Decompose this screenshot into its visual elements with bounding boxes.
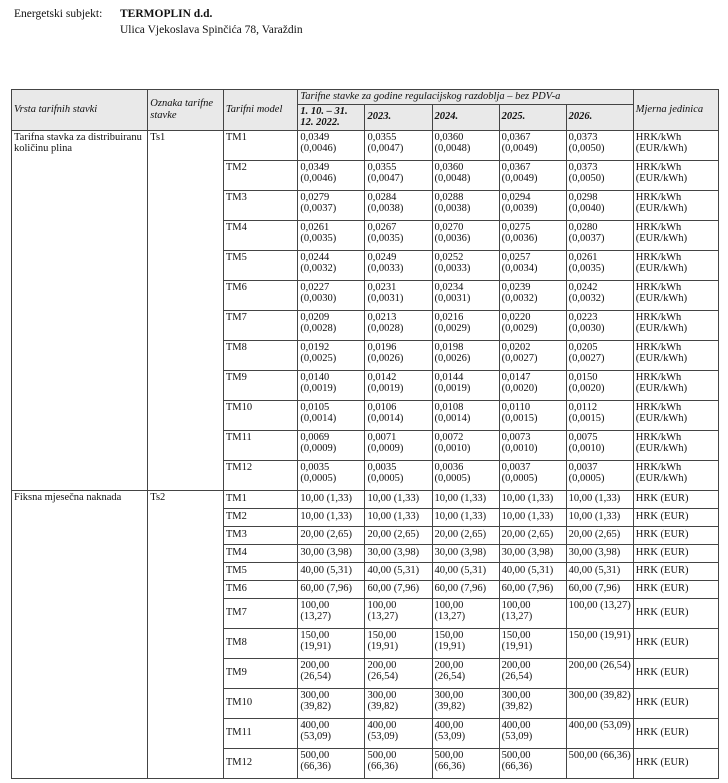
rate-value-cell: 400,00 (53,09) (566, 718, 633, 748)
rate-value-cell: 100,00 (13,27) (566, 598, 633, 628)
tariff-model-cell: TM4 (223, 544, 298, 562)
energy-subject-label: Energetski subjekt: (14, 8, 103, 20)
rate-value-cell: 300,00 (39,82) (298, 688, 365, 718)
rate-value-cell: 10,00 (1,33) (298, 508, 365, 526)
rate-value-cell: 40,00 (5,31) (432, 562, 499, 580)
rate-value-cell: 150,00 (19,91) (298, 628, 365, 658)
rate-value-cell: 0,0140 (0,0019) (298, 370, 365, 400)
unit-cell: HRK (EUR) (633, 508, 718, 526)
rate-value-cell: 0,0205 (0,0027) (566, 340, 633, 370)
rate-value-cell: 300,00 (39,82) (432, 688, 499, 718)
tariff-model-cell: TM9 (223, 370, 298, 400)
rate-value-cell: 200,00 (26,54) (298, 658, 365, 688)
tariff-model-cell: TM11 (223, 430, 298, 460)
rate-value-cell: 60,00 (7,96) (298, 580, 365, 598)
rate-value-cell: 0,0105 (0,0014) (298, 400, 365, 430)
rate-value-cell: 300,00 (39,82) (365, 688, 432, 718)
rate-value-cell: 0,0355 (0,0047) (365, 160, 432, 190)
rate-value-cell: 100,00 (13,27) (365, 598, 432, 628)
unit-cell: HRK (EUR) (633, 688, 718, 718)
document-header (14, 6, 303, 38)
unit-cell: HRK (EUR) (633, 718, 718, 748)
rate-value-cell: 10,00 (1,33) (298, 490, 365, 508)
rate-value-cell: 0,0244 (0,0032) (298, 250, 365, 280)
unit-cell: HRK (EUR) (633, 580, 718, 598)
rate-value-cell: 0,0202 (0,0027) (499, 340, 566, 370)
unit-cell: HRK (EUR) (633, 490, 718, 508)
rate-value-cell: 0,0373 (0,0050) (566, 160, 633, 190)
rate-value-cell: 150,00 (19,91) (432, 628, 499, 658)
rate-value-cell: 0,0110 (0,0015) (499, 400, 566, 430)
unit-cell: HRK (EUR) (633, 748, 718, 778)
unit-cell: HRK (EUR) (633, 658, 718, 688)
rate-value-cell: 500,00 (66,36) (566, 748, 633, 778)
rate-value-cell: 150,00 (19,91) (566, 628, 633, 658)
tariff-model-cell: TM9 (223, 658, 298, 688)
unit-cell: HRK (EUR) (633, 526, 718, 544)
header-period-group: Tarifne stavke za godine regulacijskog razdoblja – bez PDV-a (298, 90, 633, 105)
rate-value-cell: 40,00 (5,31) (365, 562, 432, 580)
header-unit: Mjerna jedinica (633, 90, 718, 131)
rate-value-cell: 0,0216 (0,0029) (432, 310, 499, 340)
tariff-model-cell: TM10 (223, 400, 298, 430)
table-row (12, 130, 719, 160)
header-tariff-code: Oznaka tarifne stavke (148, 90, 224, 131)
header-tariff-model: Tarifni model (223, 90, 298, 131)
rate-value-cell: 60,00 (7,96) (499, 580, 566, 598)
unit-cell: HRK/kWh (EUR/kWh) (633, 310, 718, 340)
rate-value-cell: 60,00 (7,96) (365, 580, 432, 598)
header-year: 2023. (365, 104, 432, 130)
tariff-model-cell: TM2 (223, 508, 298, 526)
rate-value-cell: 400,00 (53,09) (499, 718, 566, 748)
unit-cell: HRK/kWh (EUR/kWh) (633, 130, 718, 160)
unit-cell: HRK/kWh (EUR/kWh) (633, 160, 718, 190)
rate-value-cell: 0,0294 (0,0039) (499, 190, 566, 220)
rate-value-cell: 0,0288 (0,0038) (432, 190, 499, 220)
rate-value-cell: 20,00 (2,65) (298, 526, 365, 544)
tariff-model-cell: TM12 (223, 460, 298, 490)
rate-value-cell: 20,00 (2,65) (432, 526, 499, 544)
unit-cell: HRK (EUR) (633, 598, 718, 628)
tariff-code-cell: Ts2 (148, 490, 224, 778)
rate-value-cell: 0,0373 (0,0050) (566, 130, 633, 160)
rate-value-cell: 0,0037 (0,0005) (566, 460, 633, 490)
rate-value-cell: 0,0073 (0,0010) (499, 430, 566, 460)
rate-value-cell: 0,0037 (0,0005) (499, 460, 566, 490)
rate-value-cell: 0,0349 (0,0046) (298, 130, 365, 160)
company-name: TERMOPLIN d.d. (120, 8, 213, 20)
rate-value-cell: 0,0261 (0,0035) (298, 220, 365, 250)
tariff-model-cell: TM7 (223, 310, 298, 340)
rate-value-cell: 0,0035 (0,0005) (298, 460, 365, 490)
rate-value-cell: 500,00 (66,36) (365, 748, 432, 778)
rate-value-cell: 0,0150 (0,0020) (566, 370, 633, 400)
rate-value-cell: 10,00 (1,33) (499, 490, 566, 508)
header-year: 2026. (566, 104, 633, 130)
tariff-type-cell: Tarifna stavka za distribuiranu količinu plina (12, 130, 148, 490)
rate-value-cell: 10,00 (1,33) (365, 490, 432, 508)
rate-value-cell: 0,0279 (0,0037) (298, 190, 365, 220)
header-year: 2025. (499, 104, 566, 130)
rate-value-cell: 0,0261 (0,0035) (566, 250, 633, 280)
tariff-table-body (12, 130, 719, 778)
rate-value-cell: 0,0144 (0,0019) (432, 370, 499, 400)
rate-value-cell: 0,0035 (0,0005) (365, 460, 432, 490)
tariff-table (11, 89, 719, 779)
rate-value-cell: 0,0355 (0,0047) (365, 130, 432, 160)
rate-value-cell: 10,00 (1,33) (432, 508, 499, 526)
tariff-code-cell: Ts1 (148, 130, 224, 490)
rate-value-cell: 0,0234 (0,0031) (432, 280, 499, 310)
rate-value-cell: 40,00 (5,31) (499, 562, 566, 580)
unit-cell: HRK (EUR) (633, 562, 718, 580)
header-year: 1. 10. – 31. 12. 2022. (298, 104, 365, 130)
company-address: Ulica Vjekoslava Spinčića 78, Varaždin (120, 24, 303, 36)
rate-value-cell: 0,0036 (0,0005) (432, 460, 499, 490)
unit-cell: HRK/kWh (EUR/kWh) (633, 220, 718, 250)
unit-cell: HRK/kWh (EUR/kWh) (633, 370, 718, 400)
rate-value-cell: 0,0280 (0,0037) (566, 220, 633, 250)
rate-value-cell: 0,0367 (0,0049) (499, 160, 566, 190)
rate-value-cell: 300,00 (39,82) (566, 688, 633, 718)
tariff-model-cell: TM1 (223, 130, 298, 160)
tariff-model-cell: TM6 (223, 580, 298, 598)
rate-value-cell: 0,0196 (0,0026) (365, 340, 432, 370)
rate-value-cell: 0,0142 (0,0019) (365, 370, 432, 400)
header-year: 2024. (432, 104, 499, 130)
rate-value-cell: 0,0071 (0,0009) (365, 430, 432, 460)
rate-value-cell: 0,0270 (0,0036) (432, 220, 499, 250)
tariff-model-cell: TM8 (223, 628, 298, 658)
rate-value-cell: 20,00 (2,65) (499, 526, 566, 544)
tariff-model-cell: TM2 (223, 160, 298, 190)
rate-value-cell: 0,0360 (0,0048) (432, 130, 499, 160)
rate-value-cell: 0,0257 (0,0034) (499, 250, 566, 280)
unit-cell: HRK (EUR) (633, 544, 718, 562)
unit-cell: HRK/kWh (EUR/kWh) (633, 400, 718, 430)
rate-value-cell: 200,00 (26,54) (499, 658, 566, 688)
tariff-model-cell: TM8 (223, 340, 298, 370)
rate-value-cell: 10,00 (1,33) (365, 508, 432, 526)
rate-value-cell: 400,00 (53,09) (298, 718, 365, 748)
rate-value-cell: 300,00 (39,82) (499, 688, 566, 718)
unit-cell: HRK/kWh (EUR/kWh) (633, 340, 718, 370)
rate-value-cell: 0,0252 (0,0033) (432, 250, 499, 280)
tariff-model-cell: TM1 (223, 490, 298, 508)
rate-value-cell: 0,0147 (0,0020) (499, 370, 566, 400)
rate-value-cell: 150,00 (19,91) (499, 628, 566, 658)
rate-value-cell: 0,0242 (0,0032) (566, 280, 633, 310)
rate-value-cell: 100,00 (13,27) (298, 598, 365, 628)
rate-value-cell: 0,0275 (0,0036) (499, 220, 566, 250)
energy-subject-row (14, 6, 303, 22)
rate-value-cell: 500,00 (66,36) (499, 748, 566, 778)
unit-cell: HRK/kWh (EUR/kWh) (633, 280, 718, 310)
rate-value-cell: 0,0106 (0,0014) (365, 400, 432, 430)
tariff-model-cell: TM7 (223, 598, 298, 628)
rate-value-cell: 40,00 (5,31) (566, 562, 633, 580)
unit-cell: HRK (EUR) (633, 628, 718, 658)
rate-value-cell: 60,00 (7,96) (566, 580, 633, 598)
rate-value-cell: 0,0267 (0,0035) (365, 220, 432, 250)
rate-value-cell: 100,00 (13,27) (432, 598, 499, 628)
rate-value-cell: 30,00 (3,98) (566, 544, 633, 562)
rate-value-cell: 100,00 (13,27) (499, 598, 566, 628)
rate-value-cell: 0,0298 (0,0040) (566, 190, 633, 220)
rate-value-cell: 0,0360 (0,0048) (432, 160, 499, 190)
table-row (12, 490, 719, 508)
rate-value-cell: 200,00 (26,54) (566, 658, 633, 688)
rate-value-cell: 0,0239 (0,0032) (499, 280, 566, 310)
tariff-model-cell: TM5 (223, 250, 298, 280)
rate-value-cell: 200,00 (26,54) (432, 658, 499, 688)
rate-value-cell: 10,00 (1,33) (432, 490, 499, 508)
tariff-model-cell: TM11 (223, 718, 298, 748)
tariff-model-cell: TM3 (223, 526, 298, 544)
rate-value-cell: 0,0192 (0,0025) (298, 340, 365, 370)
rate-value-cell: 0,0284 (0,0038) (365, 190, 432, 220)
rate-value-cell: 10,00 (1,33) (566, 490, 633, 508)
unit-cell: HRK/kWh (EUR/kWh) (633, 190, 718, 220)
rate-value-cell: 0,0249 (0,0033) (365, 250, 432, 280)
tariff-model-cell: TM5 (223, 562, 298, 580)
tariff-model-cell: TM3 (223, 190, 298, 220)
rate-value-cell: 500,00 (66,36) (432, 748, 499, 778)
rate-value-cell: 0,0108 (0,0014) (432, 400, 499, 430)
rate-value-cell: 0,0227 (0,0030) (298, 280, 365, 310)
rate-value-cell: 0,0069 (0,0009) (298, 430, 365, 460)
tariff-model-cell: TM4 (223, 220, 298, 250)
rate-value-cell: 500,00 (66,36) (298, 748, 365, 778)
rate-value-cell: 30,00 (3,98) (499, 544, 566, 562)
unit-cell: HRK/kWh (EUR/kWh) (633, 250, 718, 280)
rate-value-cell: 400,00 (53,09) (365, 718, 432, 748)
unit-cell: HRK/kWh (EUR/kWh) (633, 430, 718, 460)
rate-value-cell: 10,00 (1,33) (499, 508, 566, 526)
rate-value-cell: 0,0213 (0,0028) (365, 310, 432, 340)
rate-value-cell: 60,00 (7,96) (432, 580, 499, 598)
rate-value-cell: 0,0349 (0,0046) (298, 160, 365, 190)
unit-cell: HRK/kWh (EUR/kWh) (633, 460, 718, 490)
rate-value-cell: 20,00 (2,65) (365, 526, 432, 544)
rate-value-cell: 0,0198 (0,0026) (432, 340, 499, 370)
rate-value-cell: 0,0231 (0,0031) (365, 280, 432, 310)
rate-value-cell: 200,00 (26,54) (365, 658, 432, 688)
rate-value-cell: 10,00 (1,33) (566, 508, 633, 526)
rate-value-cell: 0,0220 (0,0029) (499, 310, 566, 340)
tariff-model-cell: TM10 (223, 688, 298, 718)
rate-value-cell: 0,0209 (0,0028) (298, 310, 365, 340)
rate-value-cell: 30,00 (3,98) (365, 544, 432, 562)
rate-value-cell: 0,0223 (0,0030) (566, 310, 633, 340)
rate-value-cell: 20,00 (2,65) (566, 526, 633, 544)
rate-value-cell: 0,0367 (0,0049) (499, 130, 566, 160)
tariff-model-cell: TM12 (223, 748, 298, 778)
rate-value-cell: 0,0075 (0,0010) (566, 430, 633, 460)
rate-value-cell: 0,0072 (0,0010) (432, 430, 499, 460)
rate-value-cell: 150,00 (19,91) (365, 628, 432, 658)
rate-value-cell: 30,00 (3,98) (298, 544, 365, 562)
tariff-model-cell: TM6 (223, 280, 298, 310)
rate-value-cell: 0,0112 (0,0015) (566, 400, 633, 430)
header-tariff-type: Vrsta tarifnih stavki (12, 90, 148, 131)
rate-value-cell: 30,00 (3,98) (432, 544, 499, 562)
rate-value-cell: 40,00 (5,31) (298, 562, 365, 580)
rate-value-cell: 400,00 (53,09) (432, 718, 499, 748)
tariff-type-cell: Fiksna mjesečna naknada (12, 490, 148, 778)
